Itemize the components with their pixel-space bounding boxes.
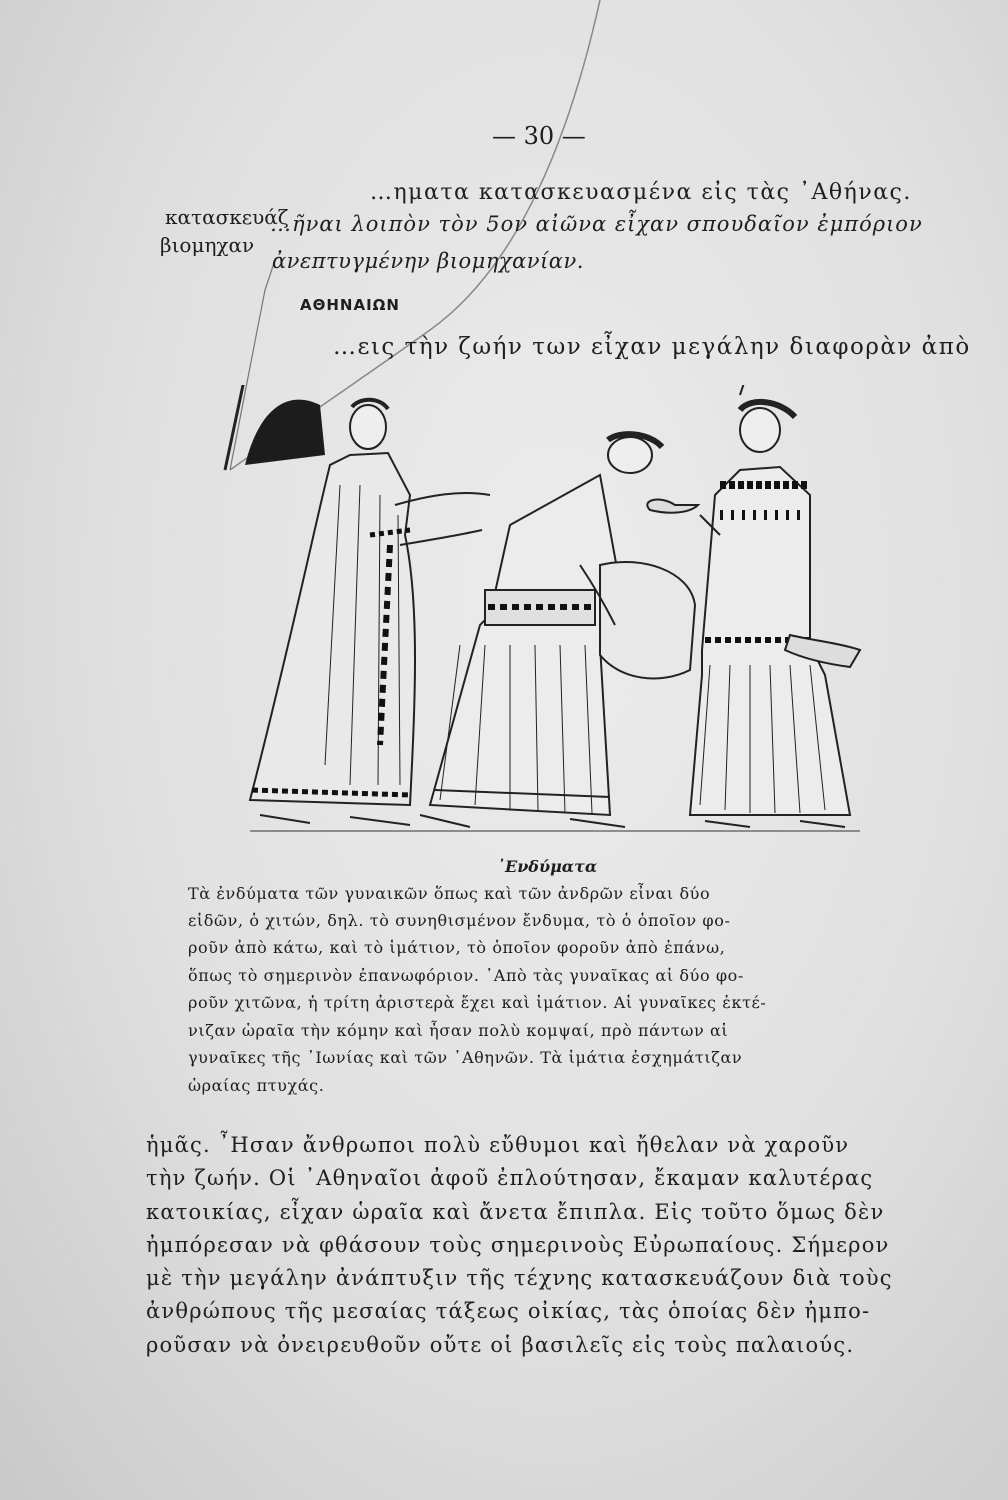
- body-text-line: μὲ τὴν μεγάλην ἀνάπτυξιν τῆς τέχνης κατασκευάζουν διὰ τοὺς: [146, 1266, 893, 1290]
- fragment-line-5: …εις τὴν ζωήν των εἶχαν μεγάλην διαφορὰν ἀπὸ: [333, 334, 971, 360]
- body-text-line: κατοικίας, εἶχαν ὡραῖα καὶ ἄνετα ἔπιπλα. Εἰς τοῦτο ὅμως δὲν: [146, 1200, 885, 1224]
- section-heading: ΑΘΗΝΑΙΩΝ: [300, 296, 400, 314]
- caption-line: εἰδῶν, ὁ χιτών, δηλ. τὸ συνηθισμένον ἔνδυμα, τὸ ὁ ὁποῖον φο-: [188, 911, 731, 930]
- body-text-line: ἀνθρώπους τῆς μεσαίας τάξεως οἰκίας, τὰς ὁποίας δὲν ἠμπο-: [146, 1299, 871, 1323]
- caption-line: ὅπως τὸ σημερινὸν ἐπανωφόριον. ᾿Απὸ τὰς γυναῖκας αἱ δύο φο-: [188, 966, 744, 985]
- caption-line: νιζαν ὡραῖα τὴν κόμην καὶ ἦσαν πολὺ κομψαί, πρὸ πάντων αἱ: [188, 1021, 729, 1040]
- figure-caption-title: ᾿Ενδύματα: [497, 857, 598, 876]
- body-text-line: τὴν ζωήν. Οἱ ᾿Αθηναῖοι ἀφοῦ ἐπλούτησαν, ἔκαμαν καλυτέρας: [146, 1166, 874, 1190]
- body-text-line: ἠμπόρεσαν νὰ φθάσουν τοὺς σημερινοὺς Εὐρωπαίους. Σήμερον: [146, 1233, 890, 1257]
- fragment-line-2-left: κατασκευάζ: [165, 205, 289, 229]
- body-text-line: ἡμᾶς. ῏Ησαν ἄνθρωποι πολὺ εὔθυμοι καὶ ἤθελαν νὰ χαροῦν: [146, 1133, 850, 1157]
- fragment-line-1: …ηματα κατασκευασμένα εἰς τὰς ᾿Αθήνας.: [370, 180, 912, 205]
- page-number: — 30 —: [492, 122, 586, 150]
- caption-line: Τὰ ἐνδύματα τῶν γυναικῶν ὅπως καὶ τῶν ἀνδρῶν εἶναι δύο: [188, 884, 711, 903]
- caption-line: ροῦν χιτῶνα, ἡ τρίτη ἀριστερὰ ἔχει καὶ ἱμάτιον. Αἱ γυναῖκες ἐκτέ-: [188, 993, 767, 1012]
- fragment-line-2-right: …ῆναι λοιπὸν τὸν 5ον αἰῶνα εἶχαν σπουδαῖον ἐμπόριον: [270, 212, 923, 236]
- caption-line: ροῦν ἀπὸ κάτω, καὶ τὸ ἱμάτιον, τὸ ὁποῖον φοροῦν ἀπὸ ἐπάνω,: [188, 938, 726, 957]
- caption-line: ὡραίας πτυχάς.: [188, 1076, 325, 1095]
- fragment-line-3-left: βιομηχαν: [160, 233, 255, 257]
- caption-line: γυναῖκες τῆς ᾿Ιωνίας καὶ τῶν ᾿Αθηνῶν. Τὰ ἱμάτια ἐσχημάτιζαν: [188, 1048, 743, 1067]
- illustration-three-women: [220, 385, 870, 845]
- body-text-line: ροῦσαν νὰ ὀνειρευθοῦν οὔτε οἱ βασιλεῖς εἰς τοὺς παλαιούς.: [146, 1333, 855, 1357]
- fragment-line-3-right: ἀνεπτυγμένην βιομηχανίαν.: [272, 249, 584, 273]
